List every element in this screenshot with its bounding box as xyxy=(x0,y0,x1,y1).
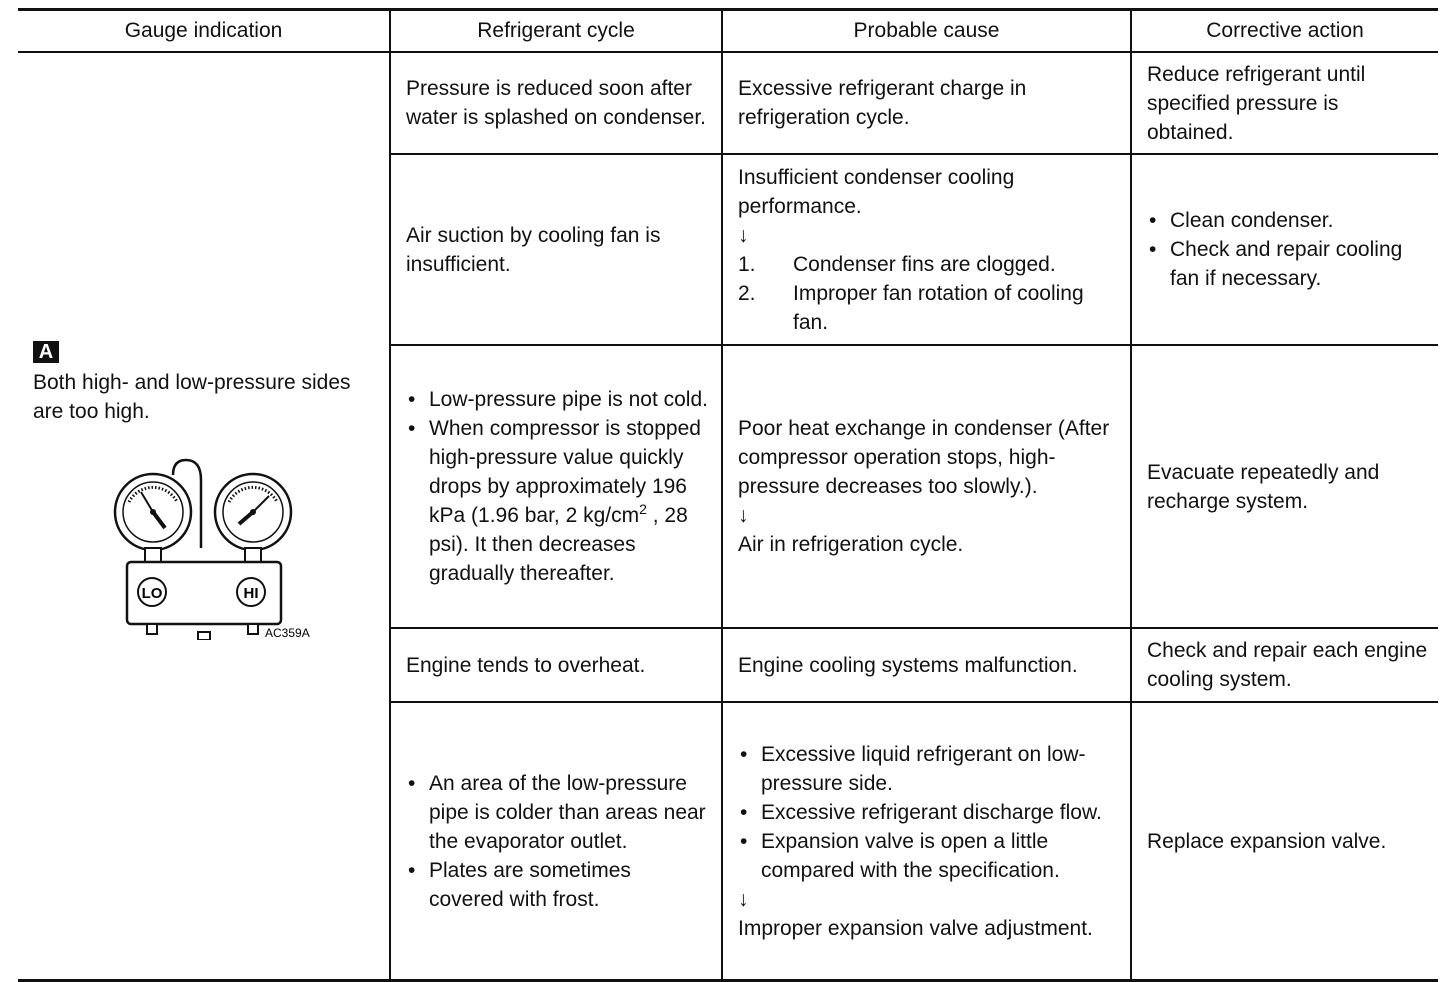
diagnosis-table xyxy=(18,8,1438,982)
row3-cycle-list xyxy=(406,385,711,588)
down-arrow-icon: ↓ xyxy=(738,504,749,527)
row5-action: Replace expansion valve. xyxy=(1131,702,1438,981)
row2-cause-list xyxy=(738,250,1120,337)
row1-action: Reduce refrigerant until specified pressure is obtained. xyxy=(1131,52,1438,154)
row4-cause: Engine cooling systems malfunction. xyxy=(722,628,1131,702)
header-corrective-action: Corrective action xyxy=(1131,10,1438,53)
row3-cause xyxy=(722,345,1131,628)
header-refrigerant-cycle: Refrigerant cycle xyxy=(390,10,722,53)
diagnosis-table-container xyxy=(18,8,1438,982)
list-item: • Clean condenser. xyxy=(1147,206,1428,235)
row2-cause xyxy=(722,154,1131,345)
row2-cycle: Air suction by cooling fan is insufficient. xyxy=(390,154,722,345)
hi-label: HI xyxy=(243,585,259,602)
row3-cycle xyxy=(390,345,722,628)
row4-cycle: Engine tends to overheat. xyxy=(390,628,722,702)
row3-cause-result: Air in refrigeration cycle. xyxy=(738,533,964,556)
manifold-gauge-icon xyxy=(93,430,333,640)
row5-cause-list xyxy=(738,740,1120,885)
row2-action-list xyxy=(1147,206,1428,293)
gauge-indication-cell xyxy=(18,52,390,981)
row3-cause-intro: Poor heat exchange in condenser (After compressor operation stops, high-pressure decreases too slowly.). xyxy=(738,417,1110,498)
list-item: • Excessive liquid refrigerant on low-pressure side. xyxy=(738,740,1120,798)
list-item: • Check and repair cooling fan if necessary. xyxy=(1147,235,1428,293)
row5-cause xyxy=(722,702,1131,981)
row5-cycle xyxy=(390,702,722,981)
row3-action: Evacuate repeatedly and recharge system. xyxy=(1131,345,1438,628)
row5-cause-result: Improper expansion valve adjustment. xyxy=(738,916,1093,940)
row1-cycle: Pressure is reduced soon after water is splashed on condenser. xyxy=(390,52,722,154)
row5-cycle-list xyxy=(406,769,711,914)
row2-cause-intro: Insufficient condenser cooling performance. xyxy=(738,165,1015,218)
list-item: 2. Improper fan rotation of cooling fan. xyxy=(738,281,1084,334)
down-arrow-icon: ↓ xyxy=(738,887,749,911)
list-item: • Excessive refrigerant discharge flow. xyxy=(738,798,1120,827)
header-row xyxy=(18,10,1438,53)
header-probable-cause: Probable cause xyxy=(722,10,1131,53)
list-item: • An area of the low-pressure pipe is colder than areas near the evaporator outlet. xyxy=(406,769,711,856)
list-item: 1. Condenser fins are clogged. xyxy=(738,252,1056,276)
condition-badge: A xyxy=(33,341,59,363)
list-item: • Low-pressure pipe is not cold. xyxy=(406,385,711,414)
row2-action xyxy=(1131,154,1438,345)
list-item: • When compressor is stopped high-pressure value quickly drops by approximately 196 kPa (1.96 bar, 2 $kg/cm^2$ , 28 psi). It then decreases gradually thereafter. xyxy=(406,414,711,588)
list-item: • Plates are sometimes covered with frost. xyxy=(406,856,711,914)
gauge-indication-text: Both high- and low-pressure sides are too high. xyxy=(33,371,351,423)
lo-label: LO xyxy=(141,585,163,602)
down-arrow-icon: ↓ xyxy=(738,223,749,247)
gauge-indication-label xyxy=(33,337,353,426)
list-item: • Expansion valve is open a little compared with the specification. xyxy=(738,827,1120,885)
row4-action: Check and repair each engine cooling system. xyxy=(1131,628,1438,702)
figure-code: AC359A xyxy=(265,626,310,640)
table-row xyxy=(18,52,1438,154)
row1-cause: Excessive refrigerant charge in refrigeration cycle. xyxy=(722,52,1131,154)
header-gauge-indication: Gauge indication xyxy=(18,10,390,53)
